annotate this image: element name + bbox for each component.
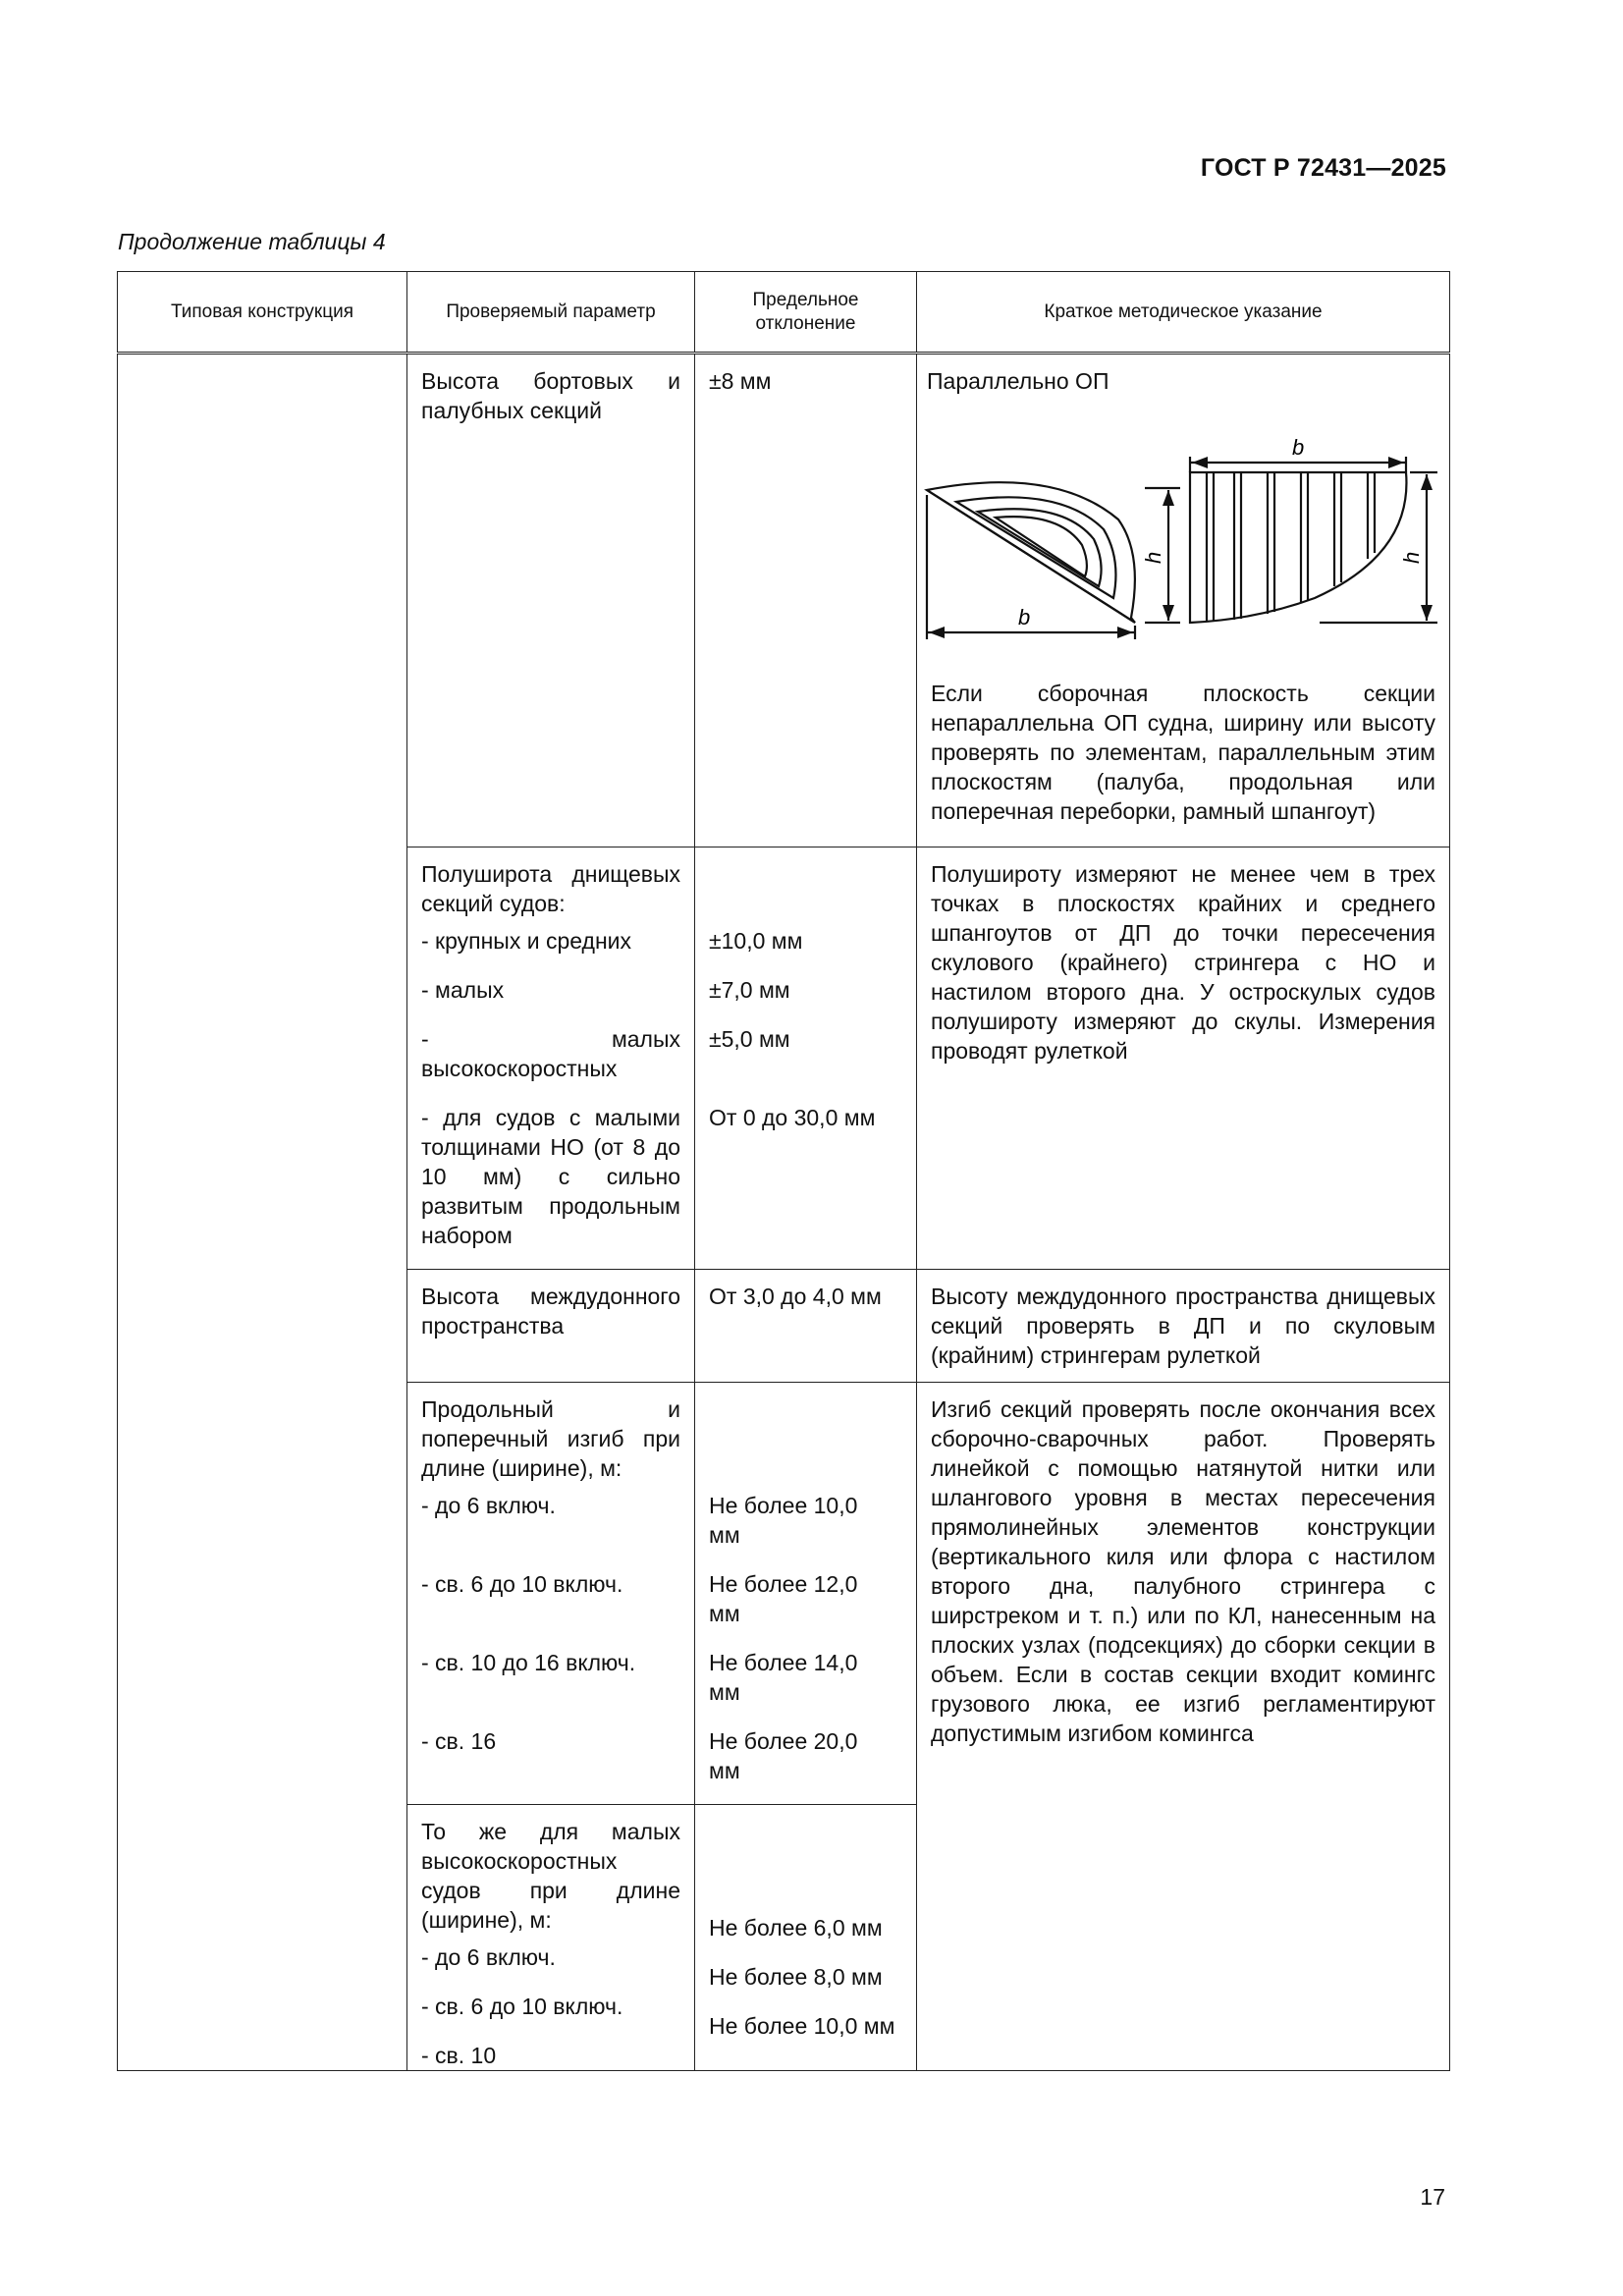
parameter-list <box>407 1935 694 2070</box>
deviation-value: Не более 20,0 мм <box>709 1728 858 1783</box>
deviation-value: ±8 мм <box>709 368 772 394</box>
deviation-value: ±5,0 мм <box>709 1026 790 1052</box>
list-item: - св. 6 до 10 включ. <box>421 1994 623 2019</box>
parameter-cell <box>407 1383 695 1805</box>
page-number: 17 <box>1420 2184 1445 2210</box>
list-item: - малых высокоскоростных <box>421 1026 680 1081</box>
parameter-list <box>407 918 694 1250</box>
deviation-list <box>695 1383 916 1785</box>
figure-label-h-left: h <box>1141 551 1165 564</box>
table-caption: Продолжение таблицы 4 <box>118 229 386 254</box>
deviation-value: ±10,0 мм <box>709 928 803 954</box>
parameter-cell <box>407 1805 695 2071</box>
table-header-row <box>118 272 1450 354</box>
parameter-text: Высота междудонного пространства <box>421 1284 680 1339</box>
method-cell <box>917 1270 1450 1383</box>
method-cell <box>917 354 1450 847</box>
figure-label-h-right: h <box>1399 551 1424 564</box>
method-cell <box>917 1383 1450 2071</box>
deviation-cell <box>695 1270 917 1383</box>
list-item: - св. 10 <box>421 2043 497 2068</box>
parameter-title: То же для малых высокоскоростных судов при длине (ширине), м: <box>421 1819 680 1933</box>
parameter-cell <box>407 847 695 1270</box>
method-note: Изгиб секций проверять после окончания всех сборочно-сварочных работ. Проверять линейкой с помощью натянутой нитки или шлангового уровня в местах пересечения прямолинейных элементов конструкции (вертикального киля или флора с настилом второго дна, палубного стрингера с ширстреком и т. п.) или по КЛ, нанесенным на плоских узлах (подсекциях) до сборки секции в объем. Если в состав секции входит комингс грузового люка, ее изгиб регламентируют допустимым изгибом комингса <box>931 1396 1435 1746</box>
method-cell <box>917 847 1450 1270</box>
list-item: - св. 16 <box>421 1728 497 1754</box>
figure-label-b-left: b <box>1018 605 1031 629</box>
parameter-title: Продольный и поперечный изгиб при длине (ширине), м: <box>421 1396 680 1481</box>
list-item: - для судов с малыми толщинами НО (от 8 до 10 мм) с сильно развитым продольным набором <box>421 1105 680 1248</box>
deviation-list <box>695 847 916 1132</box>
document-code: ГОСТ Р 72431—2025 <box>1200 154 1446 182</box>
list-item: - св. 10 до 16 включ. <box>421 1650 636 1675</box>
deviation-value: Не более 10,0 мм <box>709 2013 895 2039</box>
deviation-value: От 3,0 до 4,0 мм <box>709 1284 882 1309</box>
header-deviation: Предельное отклонение <box>695 272 917 354</box>
deviation-value: Не более 6,0 мм <box>709 1915 883 1941</box>
deviation-value: Не более 14,0 мм <box>709 1650 858 1705</box>
deviation-value: Не более 8,0 мм <box>709 1964 883 1990</box>
list-item: - малых <box>421 977 505 1003</box>
deviation-cell <box>695 847 917 1270</box>
method-note: Высоту междудонного пространства днищевых секций проверять в ДП и по скуловым (крайним) стрингерам рулеткой <box>931 1284 1435 1368</box>
parameter-text: Высота бортовых и палубных секций <box>421 368 680 423</box>
deviation-cell <box>695 1383 917 1805</box>
deviation-list <box>695 1805 916 2041</box>
parameter-title: Полуширота днищевых секций судов: <box>421 861 680 916</box>
parameter-cell <box>407 354 695 847</box>
list-item: - св. 6 до 10 включ. <box>421 1571 623 1597</box>
list-item: - до 6 включ. <box>421 1493 556 1518</box>
deviation-value: Не более 12,0 мм <box>709 1571 858 1626</box>
table-row <box>118 354 1450 847</box>
deviation-value: ±7,0 мм <box>709 977 790 1003</box>
header-parameter: Проверяемый параметр <box>407 272 695 354</box>
method-note: Полуширoту измеряют не менее чем в трех точках в плоскостях крайних и среднего шпангоутов от ДП до точки пересечения скулового (крайнего) стрингера с НО и настилом второго дна. У остроскулых судов полуширoту измеряют до скулы. Измерения проводят рулеткой <box>931 861 1435 1064</box>
deviation-value: От 0 до 30,0 мм <box>709 1105 876 1130</box>
deviation-cell <box>695 1805 917 2071</box>
tolerance-table <box>117 271 1450 2071</box>
header-method: Краткое методическое указание <box>917 272 1450 354</box>
deviation-cell <box>695 354 917 847</box>
figure-label-b-right: b <box>1292 435 1305 460</box>
section-dimensions-figure <box>917 362 1447 647</box>
list-item: - крупных и средних <box>421 928 632 954</box>
figure-title: Параллельно ОП <box>927 368 1109 394</box>
parameter-cell <box>407 1270 695 1383</box>
list-item: - до 6 включ. <box>421 1944 556 1970</box>
method-note: Если сборочная плоскость секции непараллельна ОП судна, ширину или высоту проверять по элементам, параллельным этим плоскостям (палуба, продольная или поперечная переборки, рамный шпангоут) <box>931 681 1435 824</box>
deviation-value: Не более 10,0 мм <box>709 1493 858 1548</box>
parameter-list <box>407 1483 694 1756</box>
typical-structure-cell <box>118 354 407 2071</box>
header-typical-structure: Типовая конструкция <box>118 272 407 354</box>
